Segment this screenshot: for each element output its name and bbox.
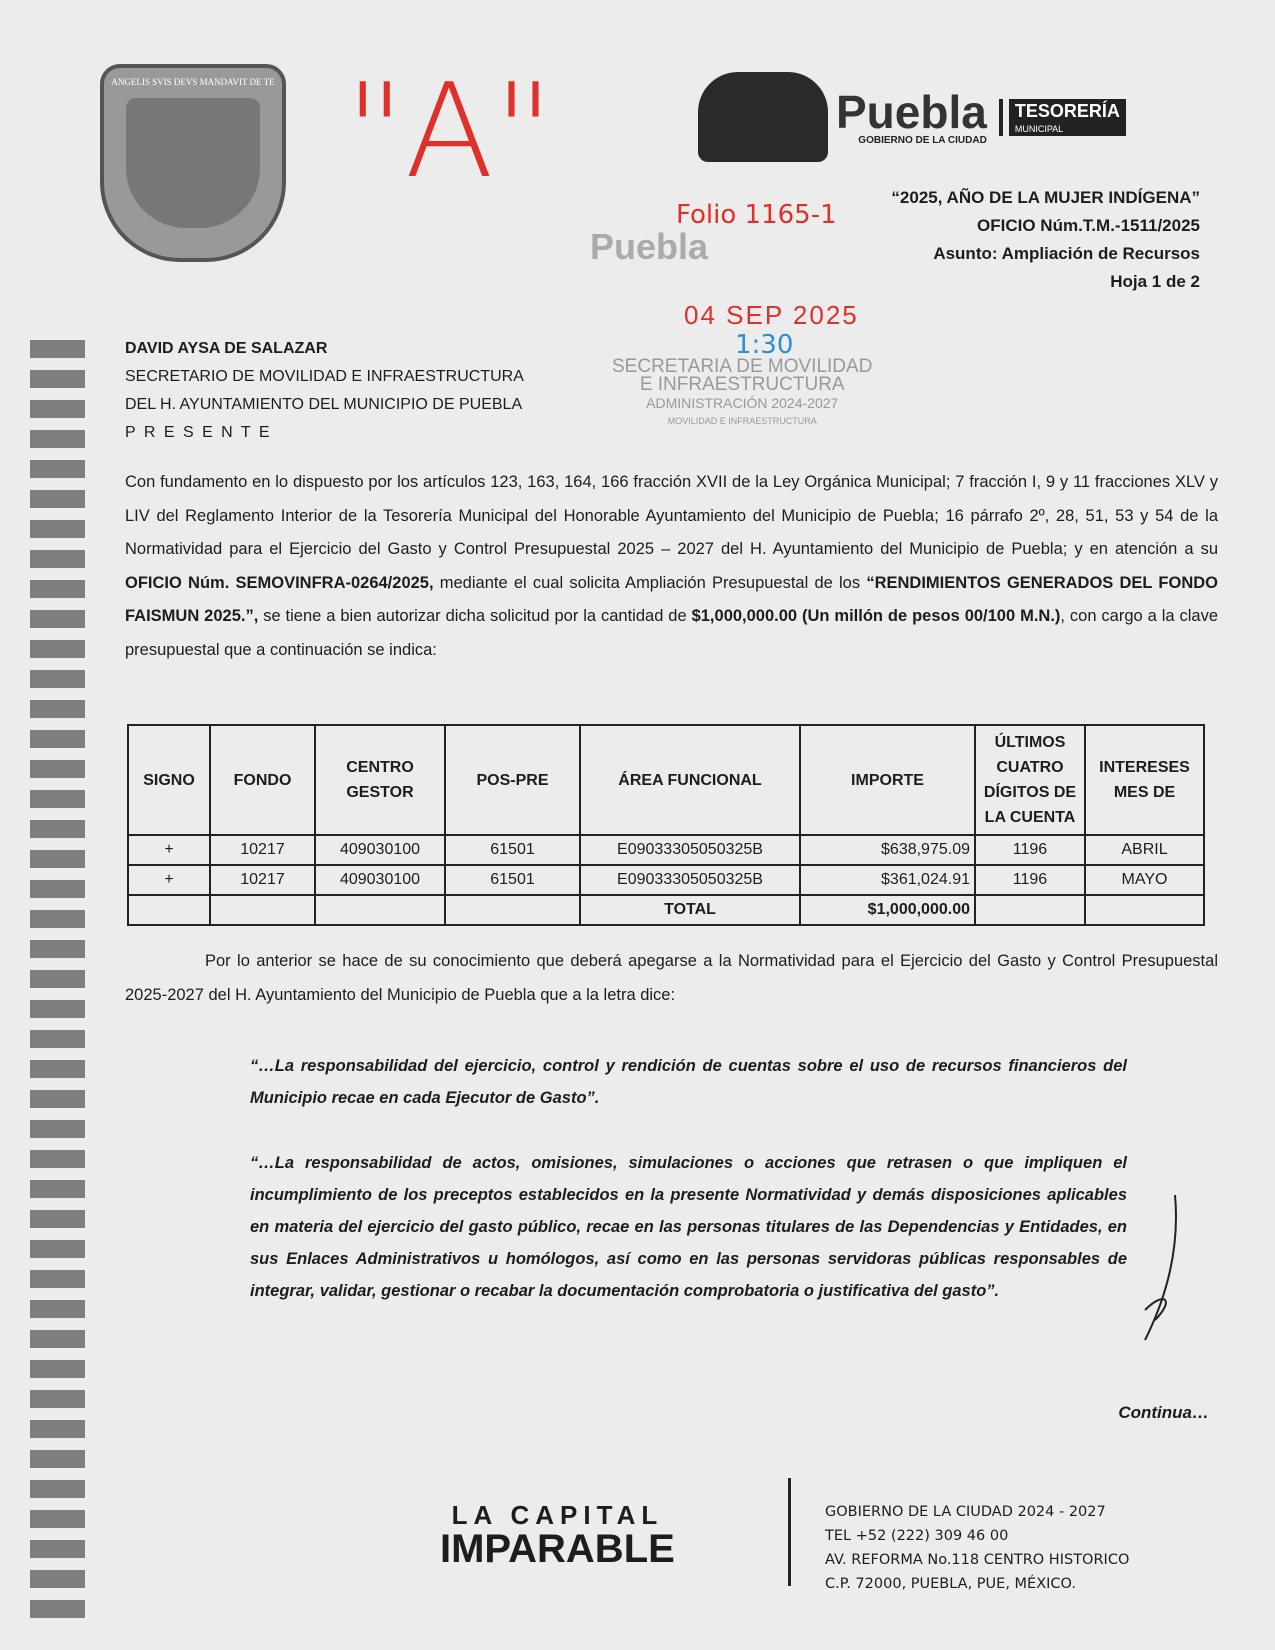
- col-header: SIGNO: [128, 725, 210, 835]
- puebla-logo: [698, 72, 1126, 162]
- cell: 409030100: [315, 835, 445, 865]
- col-header: ÚLTIMOS CUATRO DÍGITOS DE LA CUENTA: [975, 725, 1085, 835]
- footer-line: AV. REFORMA No.118 CENTRO HISTORICO: [825, 1552, 1130, 1568]
- table-row: [128, 835, 1204, 865]
- footer-logo: [440, 1500, 675, 1571]
- text-bold: $1,000,000.00 (Un millón de pesos 00/100 M.N.): [691, 607, 1061, 625]
- cell: $361,024.91: [800, 865, 975, 895]
- body-paragraph-2: Por lo anterior se hace de su conocimiento que deberá apegarse a la Normatividad para el Ejercicio del Gasto y Control Presupuestal 2025-2027 del H. Ayuntamiento del Municipio de Puebla que a la letra dice:: [125, 952, 1218, 1004]
- cell: 61501: [445, 865, 580, 895]
- quote-1: “…La responsabilidad del ejercicio, control y rendición de cuentas sobre el uso de recursos financieros del Municipio recae en cada Ejecutor de Gasto”.: [250, 1057, 1127, 1107]
- col-header: POS-PRE: [445, 725, 580, 835]
- table-header-row: [128, 725, 1204, 835]
- footer-phone: TEL +52 (222) 309 46 00: [825, 1528, 1009, 1544]
- received-stamp-date: 04 SEP 2025: [684, 300, 859, 330]
- cell: [128, 895, 210, 925]
- seal-castle-image: [126, 98, 260, 228]
- received-time: 1:30: [735, 330, 794, 360]
- cell: 1196: [975, 835, 1085, 865]
- stamp-line: SECRETARIA DE MOVILIDAD: [612, 356, 873, 377]
- stamp-logo-sub: MOVILIDAD E INFRAESTRUCTURA: [667, 416, 817, 426]
- stamp-line: E INFRAESTRUCTURA: [639, 374, 845, 395]
- logo-mark-icon: [698, 72, 828, 162]
- cell: E09033305050325B: [580, 835, 800, 865]
- text-bold: OFICIO Núm. SEMOVINFRA-0264/2025,: [125, 573, 434, 592]
- body-paragraph: [125, 466, 1218, 667]
- footer-line: GOBIERNO DE LA CIUDAD 2024 - 2027: [825, 1504, 1106, 1520]
- footer-address: [825, 1500, 1129, 1596]
- city-seal-logo: [100, 64, 286, 262]
- cell: ABRIL: [1085, 835, 1204, 865]
- received-stamp: [612, 358, 872, 430]
- footer-logo-line2: IMPARABLE: [440, 1527, 675, 1571]
- cell: 409030100: [315, 865, 445, 895]
- table-row: [128, 865, 1204, 895]
- continues-note: Continua…: [1118, 1403, 1209, 1422]
- page-indicator: Hoja 1 de 2: [1110, 272, 1200, 291]
- budget-table: [127, 724, 1205, 926]
- dept-sub: MUNICIPAL: [1009, 124, 1126, 136]
- document-header-info: [891, 184, 1200, 296]
- cell: MAYO: [1085, 865, 1204, 895]
- logo-name: Puebla: [836, 85, 987, 138]
- asunto: Asunto: Ampliación de Recursos: [933, 244, 1200, 263]
- cell: $638,975.09: [800, 835, 975, 865]
- col-header: CENTRO GESTOR: [315, 725, 445, 835]
- signature: [1135, 1190, 1195, 1350]
- table-total-row: [128, 895, 1204, 925]
- cell: 10217: [210, 865, 315, 895]
- stamp-line: ADMINISTRACIÓN 2024-2027: [646, 395, 839, 411]
- cell: +: [128, 865, 210, 895]
- motto: “2025, AÑO DE LA MUJER INDÍGENA”: [891, 188, 1200, 207]
- cell: 10217: [210, 835, 315, 865]
- cell: [315, 895, 445, 925]
- oficio-number: OFICIO Núm.T.M.-1511/2025: [977, 216, 1200, 235]
- col-header: ÁREA FUNCIONAL: [580, 725, 800, 835]
- seal-text: ANGELIS SVIS DEVS MANDAVIT DE TE: [111, 77, 275, 87]
- col-header: INTERESES MES DE: [1085, 725, 1204, 835]
- text-bold: “RENDIMIENTOS GENERADOS DEL FONDO FAISMUN 2025.”,: [125, 573, 1218, 625]
- text: Con fundamento en lo dispuesto por los artículos 123, 163, 164, 166 fracción XVII de la Ley Orgánica Municipal; 7 fracción I, 9 y 11 fracciones XLV y LIV del Reglamento Interior de la Tesorería Municipal del Honorable Ayuntamiento del Municipio de Puebla; 16 párrafo 2º, 28, 51, 53 y 54 de la Normatividad para el Ejercicio del Gasto y Control Presupuestal 2025 – 2027 del H. Ayuntamiento del Municipio de Puebla; y en atención a su: [125, 473, 1218, 558]
- cell: [1085, 895, 1204, 925]
- text: , con cargo a la clave presupuestal que a continuación se indica:: [125, 607, 1218, 659]
- total-value: $1,000,000.00: [800, 895, 975, 925]
- recipient-title: SECRETARIO DE MOVILIDAD E INFRAESTRUCTURA: [125, 368, 524, 385]
- decorative-border: [30, 340, 85, 1620]
- cell: E09033305050325B: [580, 865, 800, 895]
- quote-2: “…La responsabilidad de actos, omisiones, simulaciones o acciones que retrasen o que impliquen el incumplimiento de los preceptos establecidos en la presente Normatividad y demás disposiciones aplicables en materia del ejercicio del gasto público, recae en las personas titulares de las Dependencias y Entidades, en sus Enlaces Administrativos u homólogos, así como en las personas servidoras públicas responsables de integrar, validar, gestionar o recabar la documentación comprobatoria o justificativa del gasto”.: [250, 1154, 1127, 1300]
- logo-subtitle: GOBIERNO DE LA CIUDAD: [858, 134, 987, 146]
- footer-logo-line1: LA CAPITAL: [451, 1500, 664, 1530]
- text: se tiene a bien autorizar dicha solicitud por la cantidad de: [258, 607, 692, 625]
- cell: [210, 895, 315, 925]
- total-label: TOTAL: [580, 895, 800, 925]
- recipient-name: DAVID AYSA DE SALAZAR: [125, 340, 328, 357]
- recipient-block: [125, 335, 524, 447]
- cell: 1196: [975, 865, 1085, 895]
- cell: +: [128, 835, 210, 865]
- cell: [975, 895, 1085, 925]
- folio-handwritten: Folio 1165-1: [676, 200, 837, 230]
- text: mediante el cual solicita Ampliación Presupuestal de los: [433, 573, 867, 592]
- dept-title: TESORERÍA: [1009, 99, 1126, 124]
- recipient-org: DEL H. AYUNTAMIENTO DEL MUNICIPIO DE PUEBLA: [125, 396, 523, 413]
- presente: P R E S E N T E: [125, 424, 272, 441]
- handwritten-mark: "A": [345, 55, 554, 207]
- col-header: FONDO: [210, 725, 315, 835]
- stamp-logo: Puebla: [590, 226, 709, 267]
- col-header: IMPORTE: [800, 725, 975, 835]
- cell: 61501: [445, 835, 580, 865]
- footer-line: C.P. 72000, PUEBLA, PUE, MÉXICO.: [825, 1576, 1076, 1592]
- footer-divider: [788, 1478, 791, 1586]
- cell: [445, 895, 580, 925]
